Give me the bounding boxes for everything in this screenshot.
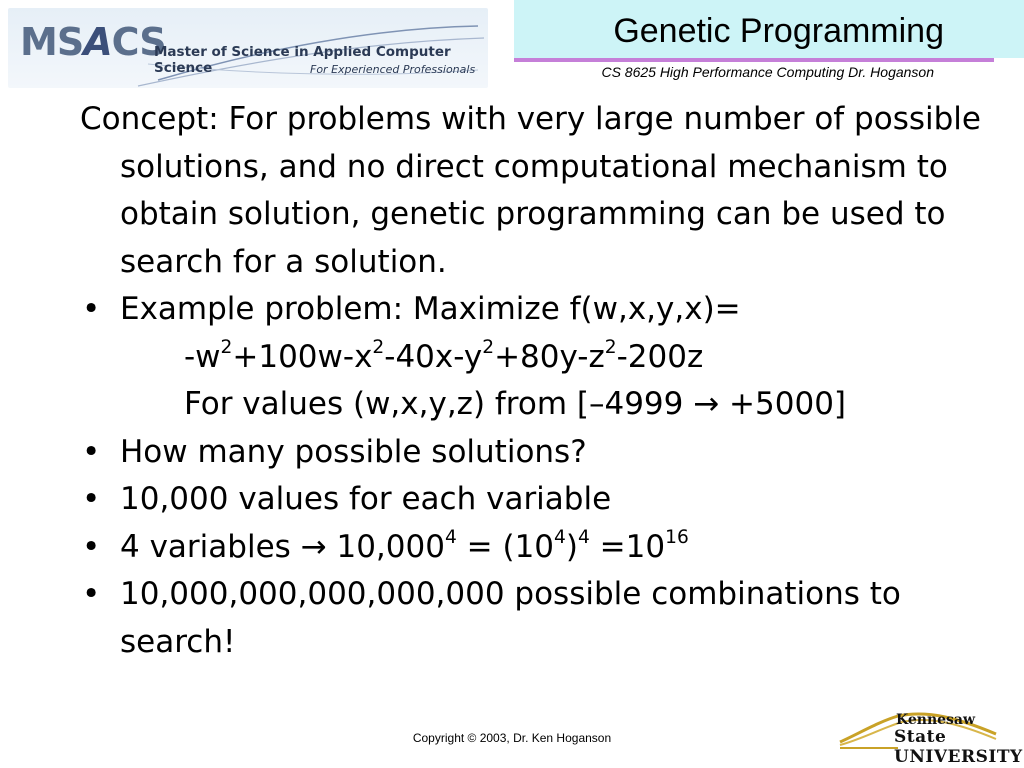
values-text: 10,000 values for each variable — [120, 481, 612, 517]
bullet-variables — [80, 524, 1010, 572]
bullet-dot: • — [82, 433, 101, 470]
bullet-dot: • — [82, 528, 101, 565]
bullet-dot: • — [82, 291, 101, 327]
combinations-text: 10,000,000,000,000,000 possible combinations to search! — [120, 576, 901, 660]
bullet-example — [80, 286, 1010, 334]
title-banner — [514, 0, 1024, 58]
logo-tagline: For Experienced Professionals — [310, 63, 476, 76]
concept-paragraph: Concept: For problems with very large number of possible solutions, and no direct computational mechanism to obtain solution, genetic programming can be used to search for a solution. — [80, 101, 981, 280]
ksu-logo — [838, 712, 1023, 767]
slide-title: Genetic Programming — [613, 12, 944, 50]
bullet-values — [80, 476, 1010, 524]
copyright-footer: Copyright © 2003, Dr. Ken Hoganson — [412, 731, 612, 745]
bullet-dot: • — [82, 576, 101, 612]
title-underline — [514, 58, 994, 62]
example-label: Example problem: Maximize f(w,x,y,x)= — [120, 291, 741, 327]
logo-subtitle: Master of Science in Applied Computer Science — [154, 44, 451, 76]
range-line: For values (w,x,y,z) from [–4999 → +5000] — [184, 386, 847, 422]
bullet-question — [80, 429, 1010, 477]
question-text: How many possible solutions? — [120, 433, 587, 470]
course-caption: CS 8625 High Performance Computing Dr. Hoganson — [601, 64, 934, 80]
logo-wordmark: MSACS — [20, 20, 166, 64]
slide-body — [80, 96, 1010, 666]
variables-text: 4 variables → $10,000^4 = (10^4)^4 =10^{16}$ — [120, 526, 689, 565]
bullet-combinations — [80, 571, 1010, 666]
equation-line: $-w^2+100w-x^2-40x-y^2+80y-z^2-200z$ — [184, 336, 704, 375]
ksu-name-line1: Kennesaw — [896, 712, 976, 728]
msacs-logo — [8, 8, 488, 88]
ksu-name-line2: State UNIVERSITY — [894, 727, 1023, 767]
bullet-dot: • — [82, 481, 101, 517]
